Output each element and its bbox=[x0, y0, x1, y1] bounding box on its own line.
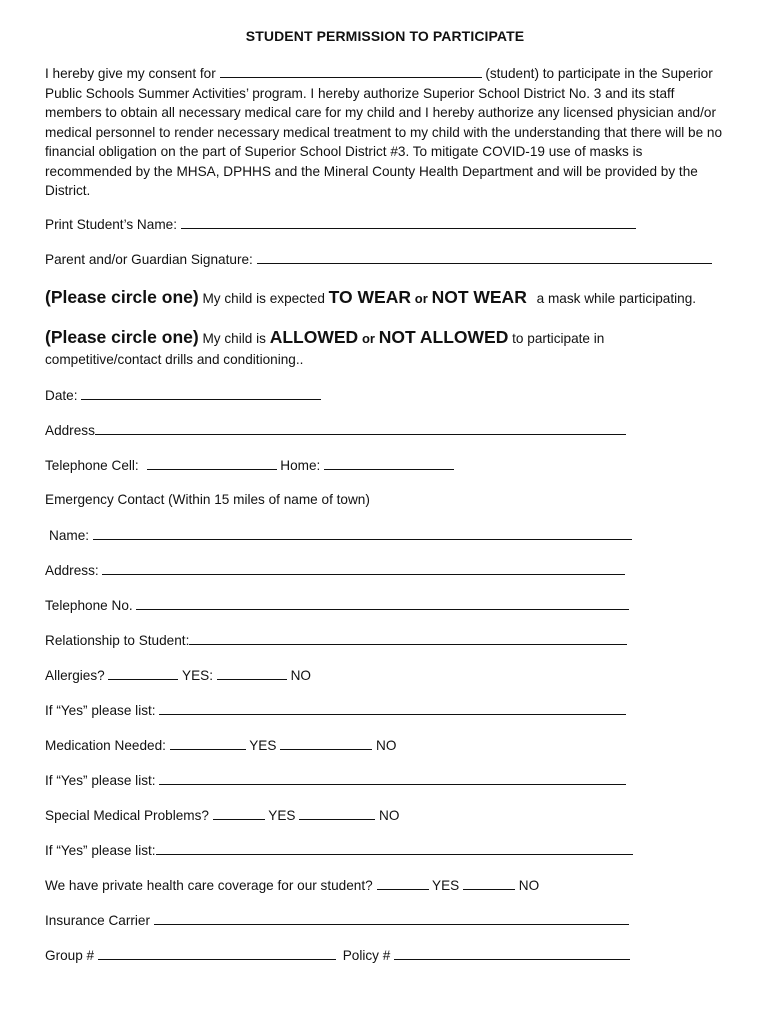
form-title: STUDENT PERMISSION TO PARTICIPATE bbox=[245, 28, 525, 44]
policy-number-label: Policy # bbox=[342, 948, 391, 963]
ec-address-label: Address: bbox=[45, 563, 99, 578]
medication-no-label: NO bbox=[376, 738, 397, 753]
drill-choice-text: My child is bbox=[202, 331, 266, 346]
special-medical-yes-line[interactable] bbox=[213, 807, 265, 820]
special-medical-list-line[interactable] bbox=[156, 842, 633, 855]
ec-telephone-line[interactable] bbox=[136, 597, 629, 610]
drill-option-allowed[interactable]: ALLOWED bbox=[269, 327, 359, 347]
mask-option-not-wear[interactable]: NOT WEAR bbox=[431, 287, 527, 307]
allergies-label: Allergies? bbox=[45, 668, 105, 683]
insurance-carrier-row bbox=[45, 912, 629, 928]
allergies-list-label: If “Yes” please list: bbox=[45, 703, 156, 718]
consent-paragraph bbox=[45, 64, 727, 201]
date-line[interactable] bbox=[81, 387, 321, 400]
medication-list-row bbox=[45, 772, 626, 788]
medication-yes-label: YES bbox=[249, 738, 277, 753]
insurance-carrier-label: Insurance Carrier bbox=[45, 913, 151, 928]
mask-choice-lead: (Please circle one) bbox=[45, 287, 199, 307]
telephone-cell-line[interactable] bbox=[147, 457, 277, 470]
parent-signature-row bbox=[45, 251, 712, 267]
parent-signature-line[interactable] bbox=[257, 251, 712, 264]
address-line[interactable] bbox=[95, 422, 626, 435]
special-medical-no-label: NO bbox=[379, 808, 400, 823]
mask-choice-row bbox=[45, 287, 696, 308]
medication-row bbox=[45, 737, 396, 753]
group-number-line[interactable] bbox=[98, 947, 336, 960]
medication-label: Medication Needed: bbox=[45, 738, 166, 753]
print-student-name-line[interactable] bbox=[181, 216, 636, 229]
allergies-no-label: NO bbox=[290, 668, 311, 683]
ec-name-line[interactable] bbox=[93, 527, 632, 540]
insurance-carrier-line[interactable] bbox=[154, 912, 629, 925]
private-coverage-no-line[interactable] bbox=[463, 877, 515, 890]
mask-choice-tail: a mask while participating. bbox=[536, 291, 697, 306]
home-phone-label: Home: bbox=[280, 458, 321, 473]
ec-address-row bbox=[45, 562, 625, 578]
ec-address-line[interactable] bbox=[102, 562, 625, 575]
medication-no-line[interactable] bbox=[280, 737, 372, 750]
group-number-label: Group # bbox=[45, 948, 95, 963]
policy-number-line[interactable] bbox=[394, 947, 630, 960]
special-medical-label: Special Medical Problems? bbox=[45, 808, 209, 823]
student-name-blank[interactable] bbox=[220, 65, 482, 78]
drill-choice-row bbox=[45, 327, 604, 348]
allergies-list-row bbox=[45, 702, 626, 718]
ec-relationship-row bbox=[45, 632, 627, 648]
ec-relationship-label: Relationship to Student: bbox=[45, 633, 190, 648]
mask-option-to-wear[interactable]: TO WEAR bbox=[328, 287, 411, 307]
emergency-contact-heading: Emergency Contact (Within 15 miles of name of town) bbox=[45, 492, 370, 507]
private-coverage-row bbox=[45, 877, 539, 893]
allergies-yes-label: YES: bbox=[182, 668, 213, 683]
telephone-cell-label: Telephone Cell: bbox=[45, 458, 139, 473]
home-phone-line[interactable] bbox=[324, 457, 454, 470]
ec-name-label: Name: bbox=[49, 528, 90, 543]
allergies-list-line[interactable] bbox=[159, 702, 626, 715]
special-medical-list-label: If “Yes” please list: bbox=[45, 843, 156, 858]
ec-telephone-row bbox=[45, 597, 629, 613]
consent-body: (student) to participate in the Superior Public Schools Summer Activities’ program. I hereby authorize Superior School District No. 3 and its staff members to obtain all necessary medical care for my child and I hereby authorize any licensed physician and/or medical personnel to render necessary medical treatment to my child with the understanding that there will be no financial obligation on the part of Superior School District #3. To mitigate COVID-19 use of masks is recommended by the MHSA, DPHHS and the Mineral County Health Department and will be provided by the District. bbox=[45, 66, 723, 198]
private-coverage-yes-line[interactable] bbox=[377, 877, 429, 890]
ec-relationship-line[interactable] bbox=[189, 632, 627, 645]
medication-list-label: If “Yes” please list: bbox=[45, 773, 156, 788]
mask-choice-or: or bbox=[414, 291, 428, 306]
ec-name-row bbox=[49, 527, 632, 543]
print-student-name-row bbox=[45, 216, 636, 232]
medication-list-line[interactable] bbox=[159, 772, 626, 785]
ec-telephone-label: Telephone No. bbox=[45, 598, 133, 613]
allergies-yes-line[interactable] bbox=[108, 667, 178, 680]
mask-choice-text: My child is expected bbox=[202, 291, 325, 306]
special-medical-row bbox=[45, 807, 399, 823]
private-coverage-label: We have private health care coverage for our student? bbox=[45, 878, 373, 893]
consent-prefix: I hereby give my consent for bbox=[45, 66, 216, 81]
allergies-no-line[interactable] bbox=[217, 667, 287, 680]
special-medical-yes-label: YES bbox=[268, 808, 296, 823]
print-student-name-label: Print Student’s Name: bbox=[45, 217, 177, 232]
parent-signature-label: Parent and/or Guardian Signature: bbox=[45, 252, 253, 267]
group-policy-row bbox=[45, 947, 630, 963]
date-row bbox=[45, 387, 321, 403]
drill-choice-or: or bbox=[361, 331, 375, 346]
date-label: Date: bbox=[45, 388, 78, 403]
special-medical-list-row bbox=[45, 842, 633, 858]
address-row bbox=[45, 422, 626, 438]
private-coverage-no-label: NO bbox=[518, 878, 540, 893]
drill-choice-lead: (Please circle one) bbox=[45, 327, 199, 347]
address-label: Address bbox=[45, 423, 95, 438]
medication-yes-line[interactable] bbox=[170, 737, 246, 750]
private-coverage-yes-label: YES bbox=[432, 878, 460, 893]
drill-choice-line2: competitive/contact drills and conditioning.. bbox=[45, 352, 304, 367]
telephone-row bbox=[45, 457, 454, 473]
drill-option-not-allowed[interactable]: NOT ALLOWED bbox=[378, 327, 509, 347]
allergies-row bbox=[45, 667, 311, 683]
drill-choice-tail: to participate in bbox=[512, 331, 605, 346]
special-medical-no-line[interactable] bbox=[299, 807, 375, 820]
